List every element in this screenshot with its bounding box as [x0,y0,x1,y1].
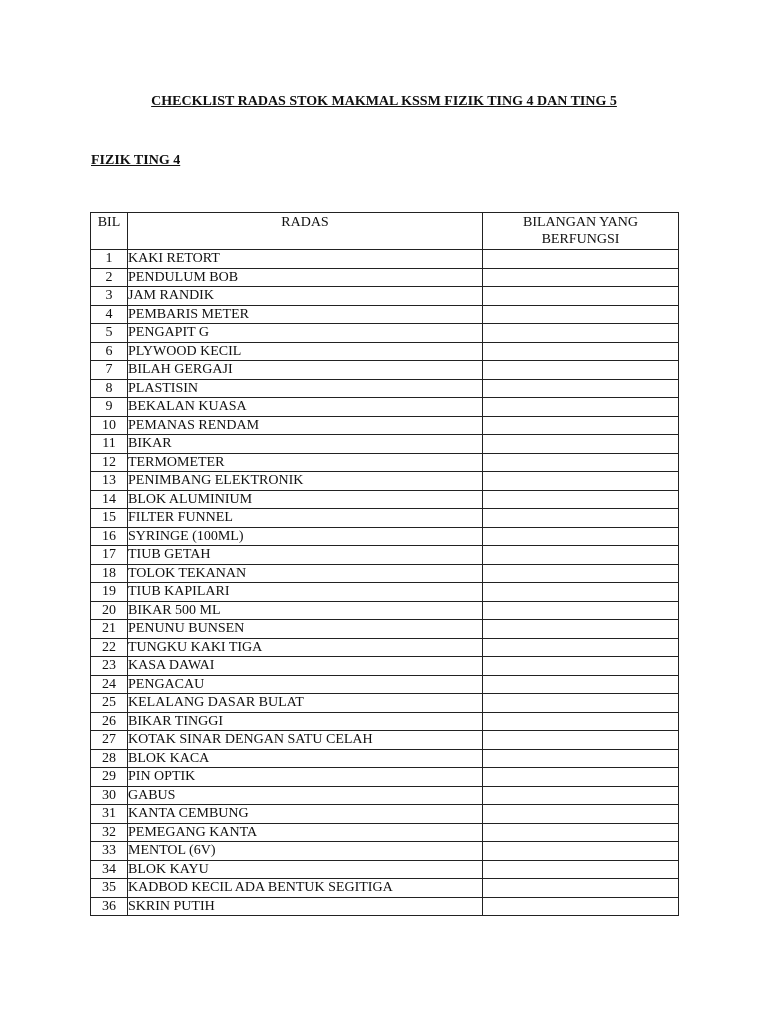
header-radas: RADAS [128,213,483,250]
table-row [91,712,679,731]
apparatus-name: TOLOK TEKANAN [128,564,483,583]
functional-count-cell[interactable] [483,490,679,509]
apparatus-name: PENIMBANG ELEKTRONIK [128,472,483,491]
row-number: 23 [91,657,128,676]
table-row [91,490,679,509]
table-row [91,823,679,842]
functional-count-cell[interactable] [483,842,679,861]
row-number: 29 [91,768,128,787]
table-row [91,342,679,361]
table-row [91,453,679,472]
row-number: 26 [91,712,128,731]
row-number: 27 [91,731,128,750]
row-number: 33 [91,842,128,861]
functional-count-cell[interactable] [483,620,679,639]
apparatus-name: PENGACAU [128,675,483,694]
apparatus-name: TUNGKU KAKI TIGA [128,638,483,657]
row-number: 3 [91,287,128,306]
functional-count-cell[interactable] [483,749,679,768]
apparatus-name: BILAH GERGAJI [128,361,483,380]
header-bilangan: BILANGAN YANG BERFUNGSI [483,213,679,250]
functional-count-cell[interactable] [483,527,679,546]
table-row [91,324,679,343]
table-row [91,842,679,861]
table-row [91,527,679,546]
apparatus-name: SKRIN PUTIH [128,897,483,916]
apparatus-name: BEKALAN KUASA [128,398,483,417]
document-title: CHECKLIST RADAS STOK MAKMAL KSSM FIZIK TING 4 DAN TING 5 [151,94,617,109]
row-number: 31 [91,805,128,824]
row-number: 8 [91,379,128,398]
table-row [91,305,679,324]
functional-count-cell[interactable] [483,860,679,879]
apparatus-name: KELALANG DASAR BULAT [128,694,483,713]
apparatus-name: TIUB GETAH [128,546,483,565]
row-number: 19 [91,583,128,602]
functional-count-cell[interactable] [483,823,679,842]
functional-count-cell[interactable] [483,453,679,472]
apparatus-name: KADBOD KECIL ADA BENTUK SEGITIGA [128,879,483,898]
row-number: 36 [91,897,128,916]
table-row [91,860,679,879]
functional-count-cell[interactable] [483,601,679,620]
functional-count-cell[interactable] [483,657,679,676]
table-row [91,786,679,805]
table-row [91,509,679,528]
row-number: 16 [91,527,128,546]
table-row [91,805,679,824]
apparatus-name: TIUB KAPILARI [128,583,483,602]
apparatus-name: PENGAPIT G [128,324,483,343]
functional-count-cell[interactable] [483,564,679,583]
table-row [91,601,679,620]
table-row [91,398,679,417]
functional-count-cell[interactable] [483,694,679,713]
table-row [91,694,679,713]
table-row [91,361,679,380]
functional-count-cell[interactable] [483,435,679,454]
apparatus-name: PENUNU BUNSEN [128,620,483,639]
row-number: 4 [91,305,128,324]
row-number: 20 [91,601,128,620]
apparatus-name: BLOK KAYU [128,860,483,879]
functional-count-cell[interactable] [483,398,679,417]
header-bil: BIL [91,213,128,250]
functional-count-cell[interactable] [483,287,679,306]
functional-count-cell[interactable] [483,583,679,602]
table-row [91,564,679,583]
row-number: 28 [91,749,128,768]
table-body [91,250,679,916]
table-row [91,675,679,694]
apparatus-name: PLASTISIN [128,379,483,398]
row-number: 7 [91,361,128,380]
functional-count-cell[interactable] [483,416,679,435]
row-number: 34 [91,860,128,879]
row-number: 22 [91,638,128,657]
functional-count-cell[interactable] [483,731,679,750]
row-number: 32 [91,823,128,842]
table-row [91,897,679,916]
functional-count-cell[interactable] [483,638,679,657]
apparatus-name: PEMEGANG KANTA [128,823,483,842]
functional-count-cell[interactable] [483,268,679,287]
row-number: 24 [91,675,128,694]
functional-count-cell[interactable] [483,879,679,898]
functional-count-cell[interactable] [483,250,679,269]
table-row [91,546,679,565]
functional-count-cell[interactable] [483,805,679,824]
row-number: 17 [91,546,128,565]
functional-count-cell[interactable] [483,342,679,361]
functional-count-cell[interactable] [483,324,679,343]
apparatus-name: GABUS [128,786,483,805]
apparatus-name: JAM RANDIK [128,287,483,306]
functional-count-cell[interactable] [483,546,679,565]
section-title: FIZIK TING 4 [91,153,181,168]
row-number: 21 [91,620,128,639]
table-row [91,268,679,287]
apparatus-name: PENDULUM BOB [128,268,483,287]
row-number: 10 [91,416,128,435]
apparatus-name: FILTER FUNNEL [128,509,483,528]
apparatus-name: PEMBARIS METER [128,305,483,324]
apparatus-name: BLOK KACA [128,749,483,768]
apparatus-name: BIKAR TINGGI [128,712,483,731]
table-row [91,250,679,269]
apparatus-name: KANTA CEMBUNG [128,805,483,824]
apparatus-name: PLYWOOD KECIL [128,342,483,361]
apparatus-name: MENTOL (6V) [128,842,483,861]
apparatus-checklist-table [90,212,679,916]
apparatus-name: PEMANAS RENDAM [128,416,483,435]
row-number: 15 [91,509,128,528]
functional-count-cell[interactable] [483,712,679,731]
row-number: 13 [91,472,128,491]
table-row [91,620,679,639]
row-number: 5 [91,324,128,343]
apparatus-name: SYRINGE (100ML) [128,527,483,546]
table-row [91,472,679,491]
apparatus-name: TERMOMETER [128,453,483,472]
table-row [91,731,679,750]
row-number: 14 [91,490,128,509]
functional-count-cell[interactable] [483,897,679,916]
row-number: 18 [91,564,128,583]
table-row [91,749,679,768]
functional-count-cell[interactable] [483,509,679,528]
functional-count-cell[interactable] [483,472,679,491]
row-number: 12 [91,453,128,472]
table-row [91,657,679,676]
apparatus-name: BIKAR [128,435,483,454]
apparatus-name: BIKAR 500 ML [128,601,483,620]
table-header-row [91,213,679,250]
table-row [91,379,679,398]
functional-count-cell[interactable] [483,379,679,398]
table-row [91,583,679,602]
functional-count-cell[interactable] [483,305,679,324]
table-row [91,435,679,454]
apparatus-name: KAKI RETORT [128,250,483,269]
row-number: 25 [91,694,128,713]
table-row [91,287,679,306]
table-row [91,768,679,787]
row-number: 6 [91,342,128,361]
functional-count-cell[interactable] [483,786,679,805]
row-number: 1 [91,250,128,269]
apparatus-name: KOTAK SINAR DENGAN SATU CELAH [128,731,483,750]
functional-count-cell[interactable] [483,361,679,380]
row-number: 35 [91,879,128,898]
row-number: 9 [91,398,128,417]
table-row [91,879,679,898]
table-row [91,416,679,435]
functional-count-cell[interactable] [483,675,679,694]
table-row [91,638,679,657]
row-number: 30 [91,786,128,805]
functional-count-cell[interactable] [483,768,679,787]
row-number: 11 [91,435,128,454]
apparatus-name: BLOK ALUMINIUM [128,490,483,509]
row-number: 2 [91,268,128,287]
apparatus-name: KASA DAWAI [128,657,483,676]
apparatus-name: PIN OPTIK [128,768,483,787]
